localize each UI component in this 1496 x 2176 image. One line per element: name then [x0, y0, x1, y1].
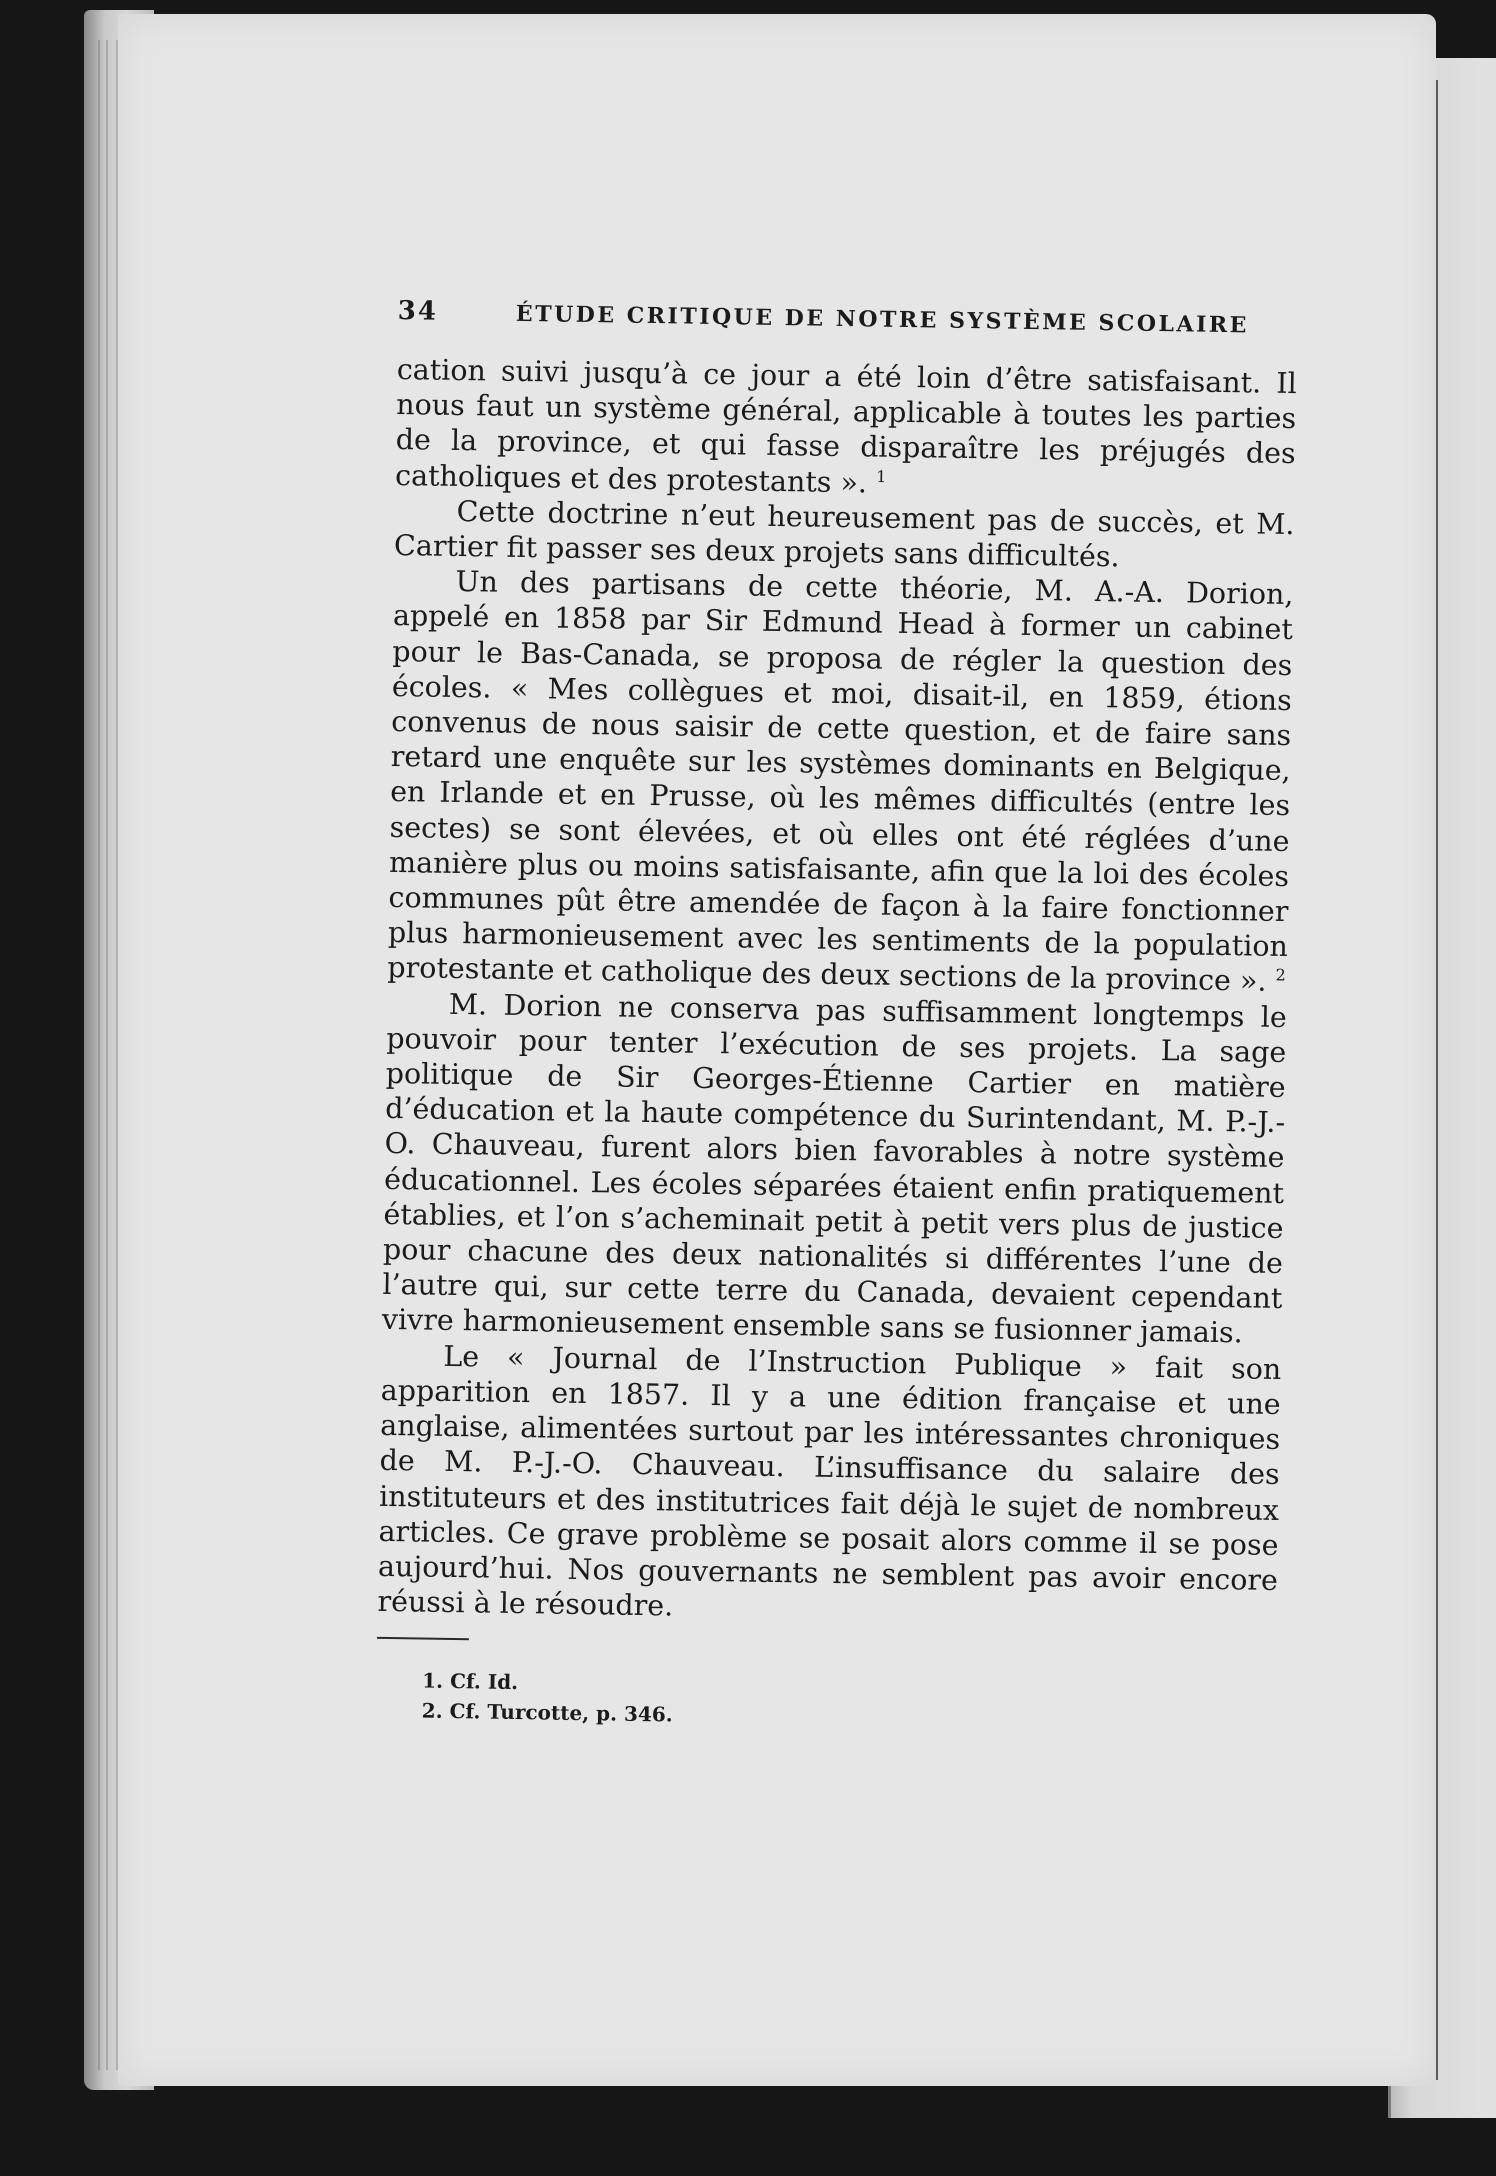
- paragraph: [395, 352, 1297, 507]
- footnote-ref: 2: [1275, 965, 1286, 985]
- footnote: 1. Cf. Id.: [422, 1668, 519, 1695]
- gutter-shadow: [1436, 80, 1438, 2080]
- footnote: 2. Cf. Turcotte, p. 346.: [421, 1698, 673, 1727]
- page-content: [376, 296, 1298, 1739]
- body-text: [377, 352, 1297, 1633]
- paragraph: [377, 1338, 1281, 1634]
- footnote-ref: 1: [876, 466, 887, 486]
- page-number: 34: [397, 296, 439, 327]
- paragraph-text: cation suivi jusqu’à ce jour a été loin d’être satisfaisant. Il nous faut un système général, applicable à toutes les parties de la province, et qui fasse disparaître les préjugés des catholiques et des protestants ».: [394, 352, 1297, 499]
- paragraph-text: Un des partisans de cette théorie, M. A.-A. Dorion, appelé en 1858 par Sir Edmund Head à former un cabinet pour le Bas-Canada, se proposa de régler la question des écoles. « Mes collègues et moi, disait-il, en 1859, étions convenus de nous saisir de cette question, et de faire sans retard une enquête sur les systèmes dominants en Belgique, en Irlande et en Prusse, où les mêmes difficultés (entre les sectes) se sont élevées, et où elles ont été réglées d’une manière plus ou moins satisfaisante, afin que la loi des écoles communes pût être amendée de façon à la faire fonctionner plus harmonieusement avec les sentiments de la population protestante et catholique des deux sections de la province ».: [387, 565, 1294, 999]
- running-title: ÉTUDE CRITIQUE DE NOTRE SYSTÈME SCOLAIRE: [515, 300, 1250, 339]
- paragraph-text: M. Dorion ne conserva pas suffisamment longtemps le pouvoir pour tenter l’exécution de ses projets. La sage politique de Sir Georges-Étienne Cartier en matière d’éducation et la haute compétence du Surintendant, M. P.-J.-O. Chauveau, furent alors bien favorables à notre système éducationnel. Les écoles séparées étaient enfin pratiquement établies, et l’on s’acheminait petit à petit vers plus de justice pour chacune des deux nationalités si différentes l’une de l’autre qui, sur cette terre du Canada, devaient cependant vivre harmonieusement ensemble sans se fusionner jamais.: [381, 987, 1288, 1350]
- footnote-rule: [377, 1637, 469, 1640]
- paragraph: [382, 986, 1287, 1352]
- paragraph-text: Le « Journal de l’Instruction Publique » fait son apparition en 1857. Il y a une édition française et une anglaise, alimentées surtout par les intéressantes chroniques de M. P.-J.-O. Chauveau. L’insuffisance du salaire des instituteurs et des institutrices fait déjà le sujet de nombreux articles. Ce grave problème se posait alors comme il se pose aujourd’hui. Nos gouvernants ne semblent pas avoir encore réussi à le résoudre.: [377, 1339, 1282, 1623]
- paragraph-text: Cette doctrine n’eut heureusement pas de succès, et M. Cartier fit passer ses deux projets sans difficultés.: [393, 494, 1295, 574]
- paragraph: [387, 563, 1294, 1000]
